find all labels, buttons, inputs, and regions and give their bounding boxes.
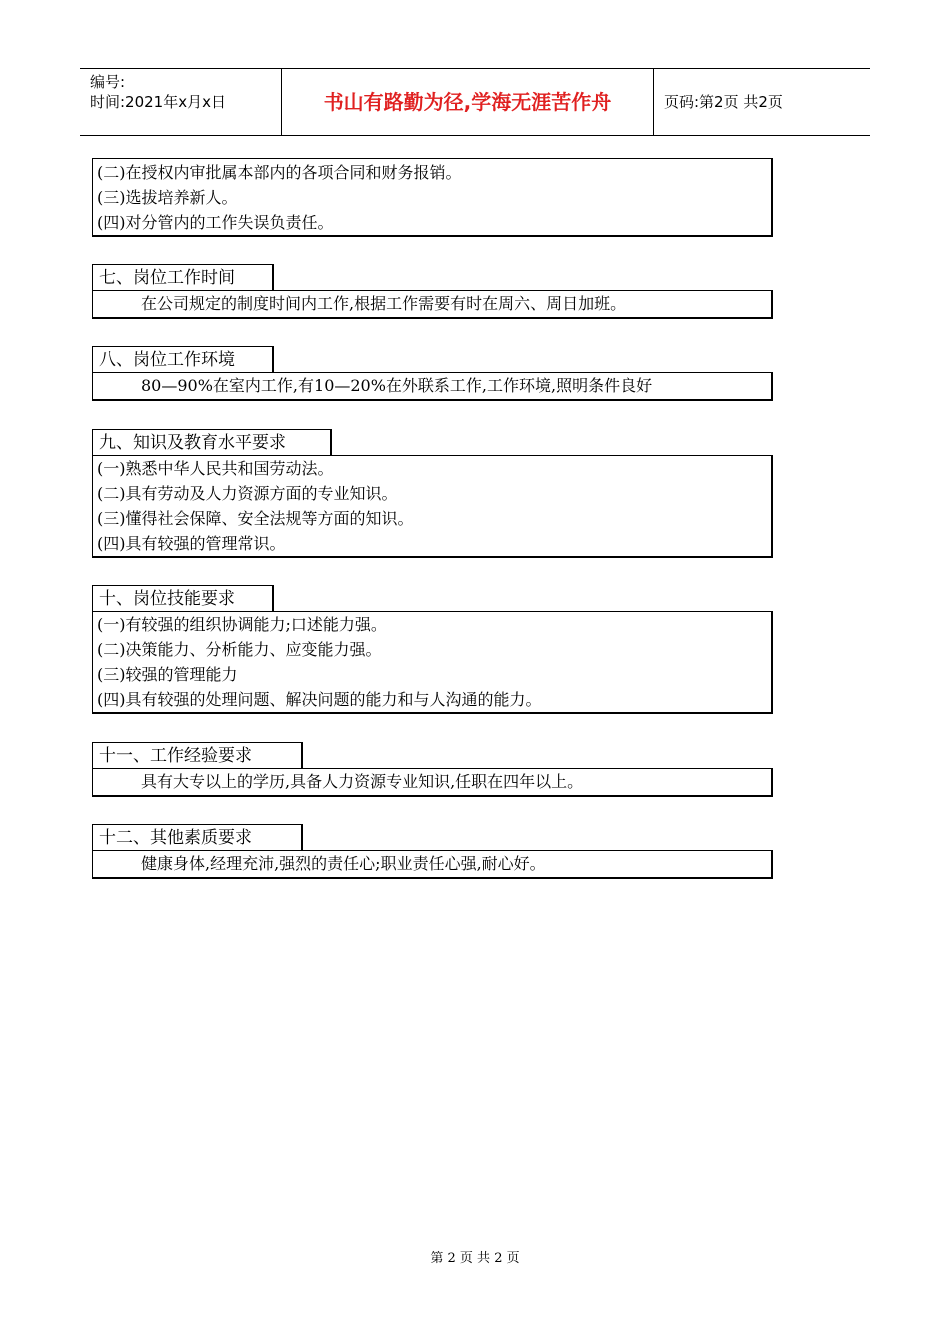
section-body-12: [92, 850, 773, 879]
section-body-8: [92, 372, 773, 401]
section-line: (四)对分管内的工作失误负责任。: [97, 213, 334, 232]
section-title-7: 七、岗位工作时间: [92, 264, 274, 291]
section-title-10: 十、岗位技能要求: [92, 585, 274, 612]
section-line: (三)懂得社会保障、安全法规等方面的知识。: [97, 509, 414, 528]
header-motto: 书山有路勤为径,学海无涯苦作舟: [282, 69, 654, 135]
section-line: (四)具有较强的处理问题、解决问题的能力和与人沟通的能力。: [97, 690, 542, 709]
date-label: 时间:2021年x月x日: [90, 93, 226, 111]
header-page-label: 页码:第2页 共2页: [664, 93, 783, 111]
section-title-9: 九、知识及教育水平要求: [92, 429, 332, 456]
page-header: [80, 68, 870, 136]
section-title-8: 八、岗位工作环境: [92, 346, 274, 373]
section-body-9: [92, 455, 773, 558]
section-title-12: 十二、其他素质要求: [92, 824, 303, 851]
section-line: (二)具有劳动及人力资源方面的专业知识。: [97, 484, 398, 503]
footer-page-number: 第 2 页 共 2 页: [430, 1251, 520, 1266]
section-title-11: 十一、工作经验要求: [92, 742, 303, 769]
section-line: 80—90%在室内工作,有10—20%在外联系工作,工作环境,照明条件良好: [141, 376, 653, 395]
section-body-10: [92, 611, 773, 714]
section-line: (二)在授权内审批属本部内的各项合同和财务报销。: [97, 163, 462, 182]
section-line: 具有大专以上的学历,具备人力资源专业知识,任职在四年以上。: [141, 772, 584, 791]
section-line: 健康身体,经理充沛,强烈的责任心;职业责任心强,耐心好。: [141, 854, 546, 873]
section-line: (一)熟悉中华人民共和国劳动法。: [97, 459, 334, 478]
section-continued: [92, 158, 773, 237]
section-body-11: [92, 768, 773, 797]
section-line: (三)较强的管理能力: [97, 665, 238, 684]
section-line: (四)具有较强的管理常识。: [97, 534, 286, 553]
section-line: 在公司规定的制度时间内工作,根据工作需要有时在周六、周日加班。: [141, 294, 627, 313]
section-line: (一)有较强的组织协调能力;口述能力强。: [97, 615, 387, 634]
page-footer: [0, 1247, 950, 1266]
section-line: (二)决策能力、分析能力、应变能力强。: [97, 640, 382, 659]
number-label: 编号:: [90, 73, 126, 91]
section-body-7: [92, 290, 773, 319]
header-meta: [80, 69, 282, 135]
section-line: (三)选拔培养新人。: [97, 188, 238, 207]
